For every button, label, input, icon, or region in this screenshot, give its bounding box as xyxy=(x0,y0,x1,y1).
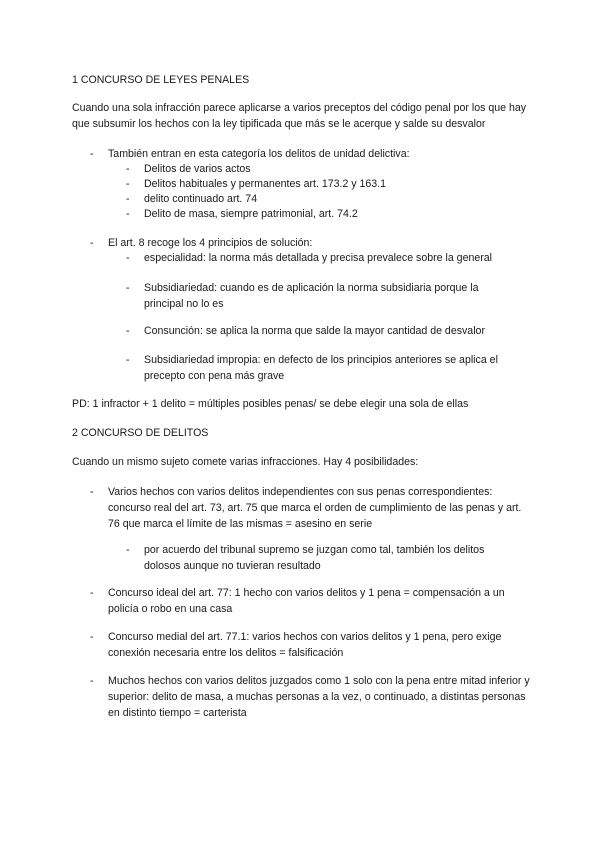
bullet-marker: - xyxy=(126,252,130,264)
bullet-marker: - xyxy=(126,354,130,366)
s2-bullet-1: Varios hechos con varios delitos independientes con sus penas correspondientes: concurso real del art. 73, art. 75 que marca el orden de cumplimiento de las penas y art. 76 que marca el límite de las mismas = asesino en serie xyxy=(108,486,522,530)
bullet-marker: - xyxy=(90,631,94,643)
bullet-marker: - xyxy=(126,282,130,294)
bullet-marker: - xyxy=(126,178,130,190)
bullet-marker: - xyxy=(90,237,94,249)
s1-b1-sub-4: Delito de masa, siempre patrimonial, art. 74.2 xyxy=(144,208,358,220)
section1-ps: PD: 1 infractor + 1 delito = múltiples posibles penas/ se debe elegir una sola de ellas xyxy=(72,398,469,410)
bullet-marker: - xyxy=(126,325,130,337)
section2-intro: Cuando un mismo sujeto comete varias infracciones. Hay 4 posibilidades: xyxy=(72,456,419,468)
s1-b2-sub-3: Consunción: se aplica la norma que salde la mayor cantidad de desvalor xyxy=(144,325,485,337)
s1-bullet-1: También entran en esta categoría los delitos de unidad delictiva: xyxy=(108,148,410,160)
s2-bullet-3: Concurso medial del art. 77.1: varios hechos con varios delitos y 1 pena, pero exige conexión necesaria entre los delitos = falsificación xyxy=(108,631,502,659)
bullet-marker: - xyxy=(126,208,130,220)
bullet-marker: - xyxy=(90,587,94,599)
bullet-marker: - xyxy=(126,163,130,175)
bullet-marker: - xyxy=(90,486,94,498)
bullet-marker: - xyxy=(126,544,130,556)
s1-bullet-2: El art. 8 recoge los 4 principios de solución: xyxy=(108,237,313,249)
bullet-marker: - xyxy=(90,675,94,687)
bullet-marker: - xyxy=(90,148,94,160)
s1-b1-sub-3: delito continuado art. 74 xyxy=(144,193,258,205)
section1-intro: Cuando una sola infracción parece aplicarse a varios preceptos del código penal por los que hay que subsumir los hechos con la ley tipificada que más se le acerque y salde su desvalor xyxy=(72,102,527,130)
bullet-marker: - xyxy=(126,193,130,205)
s1-b2-sub-1: especialidad: la norma más detallada y precisa prevalece sobre la general xyxy=(144,252,493,264)
s1-b2-sub-4: Subsidiariedad impropia: en defecto de los principios anteriores se aplica el precepto con pena más grave xyxy=(144,354,498,382)
s2-b1-sub: por acuerdo del tribunal supremo se juzgan como tal, también los delitos dolosos aunque no tuvieran resultado xyxy=(144,544,485,572)
section2-title: 2 CONCURSO DE DELITOS xyxy=(72,427,209,439)
s2-bullet-2: Concurso ideal del art. 77: 1 hecho con varios delitos y 1 pena = compensación a un policía o robo en una casa xyxy=(108,587,505,615)
s1-b2-sub-2: Subsidiariedad: cuando es de aplicación la norma subsidiaria porque la principal no lo es xyxy=(144,282,479,310)
s2-bullet-4: Muchos hechos con varios delitos juzgados como 1 solo con la pena entre mitad inferior y superior: delito de masa, a muchas personas a la vez, o continuado, a distintas personas en distinto tiempo = carterista xyxy=(108,675,530,719)
s1-b1-sub-1: Delitos de varios actos xyxy=(144,163,251,175)
section1-title: 1 CONCURSO DE LEYES PENALES xyxy=(72,74,250,86)
s1-b1-sub-2: Delitos habituales y permanentes art. 173.2 y 163.1 xyxy=(144,178,387,190)
